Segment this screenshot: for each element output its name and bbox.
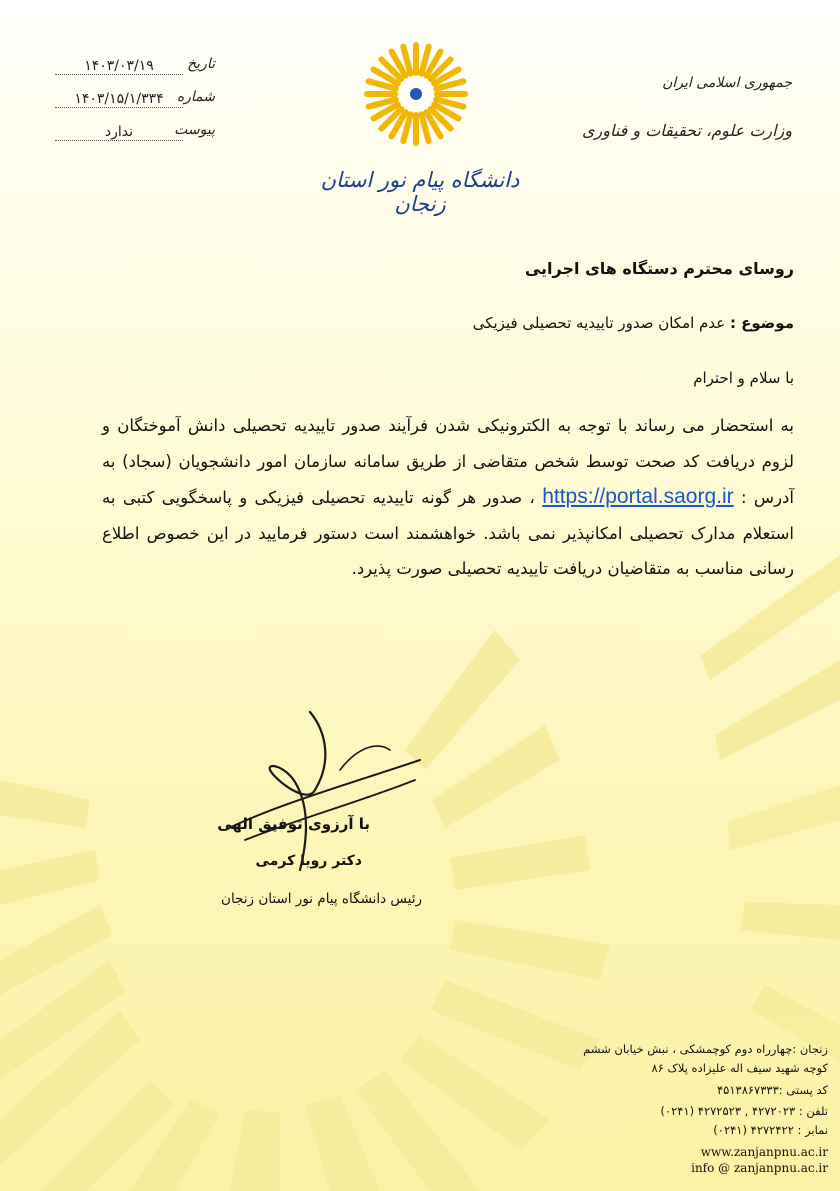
attachment-field [55, 122, 215, 144]
ministry-title: وزارت علوم، تحقیقات و فناوری [582, 121, 792, 140]
attachment-label: پیوست [174, 122, 215, 138]
email-link[interactable]: info @ zanjanpnu.ac.ir [691, 1161, 828, 1175]
university-name: دانشگاه پیام نور استان زنجان [320, 168, 520, 216]
body-text-part2: ، صدور هر گونه تاییدیه تحصیلی فیزیکی و پاسخگویی کتبی به استعلام مدارک تحصیلی امکانپذیر نمی باشد. خواهشمند است دستور فرمایید در این خصوص اطلاع رسانی مناسب به متقاضیان دریافت تاییدیه تحصیلی صورت پذیرد. [102, 488, 794, 578]
number-value: ۱۴۰۳/۱۵/۱/۳۳۴ [55, 91, 183, 108]
attachment-value: ندارد [55, 124, 183, 141]
letterhead-right [582, 75, 792, 140]
website-link[interactable]: www.zanjanpnu.ac.ir [700, 1145, 828, 1159]
body-text-part1: به استحضار می رساند با توجه به الکترونیکی شدن فرآیند صدور تاییدیه تحصیلی دانش آموختگان و لزوم دریافت کد صحت توسط شخص متقاضی از طریق سامانه سازمان امور دانشجویان (سجاد) به آدرس : [102, 416, 794, 507]
republic-title: جمهوری اسلامی ایران [662, 75, 792, 91]
fax: نمابر : ۴۲۷۲۴۲۲ (۰۲۴۱) [713, 1123, 828, 1137]
signer-name: دکتر رویا کرمی [255, 853, 362, 869]
date-field [55, 56, 215, 78]
handwritten-signature [215, 710, 435, 880]
number-label: شماره [176, 89, 215, 105]
date-label: تاریخ [187, 56, 215, 72]
footer-contact [508, 1040, 828, 1176]
closing-text: با آرزوی توفیق الهی [217, 815, 370, 833]
address-line-2: کوچه شهید سیف اله علیزاده پلاک ۸۶ [651, 1061, 828, 1075]
subject-label: موضوع : [729, 314, 794, 332]
date-value: ۱۴۰۳/۰۳/۱۹ [55, 58, 183, 75]
university-logo-icon [362, 40, 470, 148]
signer-title: رئیس دانشگاه پیام نور استان زنجان [221, 891, 422, 907]
subject-text: عدم امکان صدور تاییدیه تحصیلی فیزیکی [472, 314, 726, 332]
address-line-1: زنجان :چهارراه دوم کوچمشکی ، نبش خیابان ششم [583, 1042, 828, 1056]
portal-link[interactable]: https://portal.saorg.ir [542, 485, 734, 508]
subject-line [473, 314, 794, 332]
number-field [55, 89, 215, 111]
recipient: روسای محترم دستگاه های اجرایی [524, 259, 794, 278]
greeting: با سلام و احترام [693, 369, 794, 387]
letter-body [102, 408, 794, 587]
phone: تلفن : ۴۲۷۲۰۲۳ , ۴۲۷۲۵۲۳ (۰۲۴۱) [660, 1104, 828, 1118]
postal-code: کد پستی :۴۵۱۳۸۶۷۳۳۳ [717, 1083, 828, 1097]
